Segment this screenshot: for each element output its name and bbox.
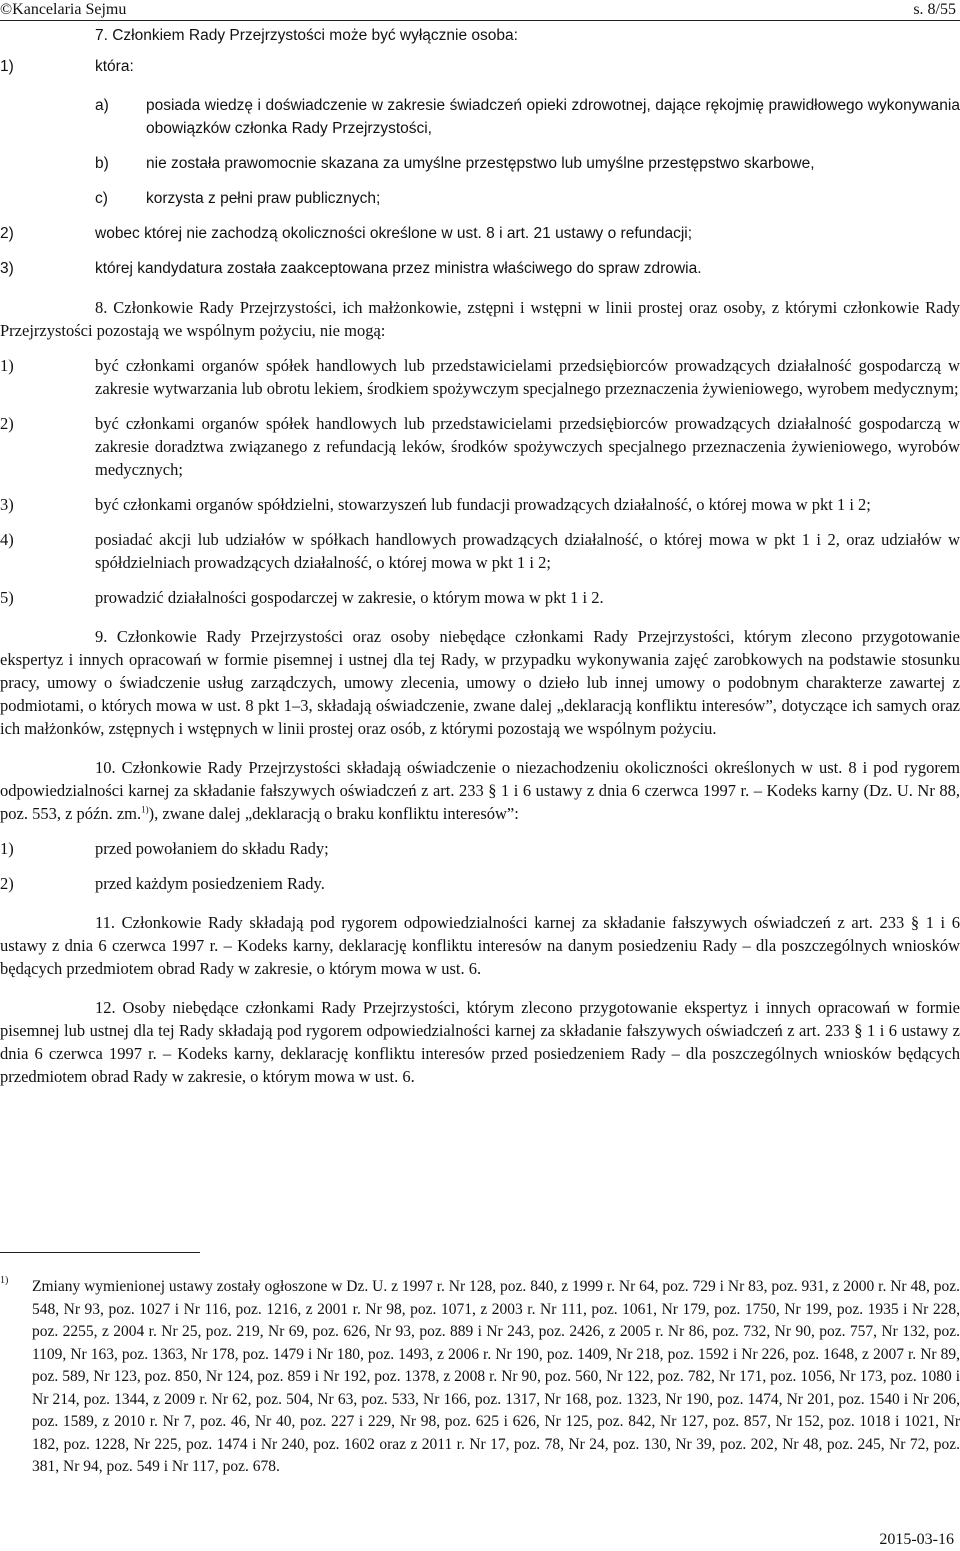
para-11: 11. Członkowie Rady składają pod rygorem odpowiedzialności karnej za składanie fałszywych oświadczeń z art. 233 § 1 i 6 ustawy z dnia 6 czerwca 1997 r. – Kodeks karny, deklarację konfliktu interesów na danym posiedzeniu Rady – dla poszczególnych wniosków będących przedmiotem obrad Rady w zakresie, o którym mowa w ust. 6. [0,913,960,978]
item-text: której kandydatura została zaakceptowana przez ministra właściwego do spraw zdrowia. [95,260,702,277]
footnote-reference: 1) [141,804,149,815]
item-number: 1) [0,58,14,75]
item-number: 2) [0,225,14,242]
item-text: wobec której nie zachodzą okoliczności określone w ust. 8 i art. 21 ustawy o refundacji; [95,225,693,242]
para-7-subitem-c [0,187,960,210]
para-8-item-3 [0,493,960,516]
item-text: posiadać akcji lub udziałów w spółkach handlowych prowadzących działalność, o której mowa w pkt 1 i 2, oraz udziałów w spółdzielniach prowadzących działalność, o której mowa w pkt 1 i 2; [95,530,960,572]
item-text: która: [95,58,134,75]
item-number: 4) [0,530,14,549]
item-number: 3) [0,260,14,277]
item-number: 3) [0,495,14,514]
para-10-text-b: ), zwane dalej „deklaracją o braku konfliktu interesów”: [148,804,519,823]
para-12: 12. Osoby niebędące członkami Rady Przejrzystości, którym zlecono przygotowanie ekspertyz i innych opracowań w formie pisemnej lub ustnej dla tej Rady składają pod rygorem odpowiedzialności karnej za składanie fałszywych oświadczeń z art. 233 § 1 i 6 ustawy z dnia 6 czerwca 1997 r. – Kodeks karny, deklarację konfliktu interesów przed posiedzeniem Rady – dla poszczególnych wniosków będących przedmiotem obrad Rady w zakresie, o którym mowa w ust. 6. [0,998,960,1086]
subitem-text: korzysta z pełni praw publicznych; [146,190,381,207]
para-10-intro [0,756,960,825]
document-body [0,24,960,1088]
page-header [0,0,960,21]
subitem-letter: c) [95,190,108,207]
para-7-item-3 [0,257,960,280]
para-7-intro: 7. Członkiem Rady Przejrzystości może być wyłącznie osoba: [95,27,518,44]
item-text: być członkami organów spółdzielni, stowarzyszeń lub fundacji prowadzących działalność, o której mowa w pkt 1 i 2; [95,495,871,514]
subitem-text: posiada wiedzę i doświadczenie w zakresie świadczeń opieki zdrowotnej, dające rękojmię prawidłowego wykonywania obowiązków członka Rady Przejrzystości, [146,97,960,137]
para-9: 9. Członkowie Rady Przejrzystości oraz osoby niebędące członkami Rady Przejrzystości, którym zlecono przygotowanie ekspertyz i innych opracowań w formie pisemnej i ustnej dla tej Rady, w przypadku wykonywania zajęć zarobkowych na podstawie stosunku pracy, umowy o świadczenie usług zarządczych, umowy zlecenia, umowy o dzieło lub innej umowy o podobnym charakterze zawartej z podmiotami, o których mowa w ust. 8 pkt 1–3, składają oświadczenie, zwane dalej „deklaracją konfliktu interesów”, dotyczące ich samych oraz ich małżonków, zstępnych i wstępnych w linii prostej oraz osób, z którymi pozostają we wspólnym pożyciu. [0,627,960,738]
para-8-item-4 [0,528,960,574]
item-number: 2) [0,874,14,893]
footnote [0,1276,960,1479]
para-10-text-a: 10. Członkowie Rady Przejrzystości składają oświadczenie o niezachodzeniu okoliczności określonych w ust. 8 i pod rygorem odpowiedzialności karnej za składanie fałszywych oświadczeń z art. 233 § 1 i 6 ustawy z dnia 6 czerwca 1997 r. – Kodeks karny (Dz. U. Nr 88, poz. 553, z późn. zm. [0,758,960,823]
item-text: być członkami organów spółek handlowych lub przedstawicielami przedsiębiorców prowadzących działalność gospodarczą w zakresie wytwarzania lub obrotu lekiem, środkiem spożywczym specjalnego przeznaczenia żywieniowego, wyrobem medycznym; [95,356,960,398]
para-7-subitem-a [0,94,960,140]
para-8-item-1 [0,354,960,400]
item-number: 5) [0,588,14,607]
item-text: być członkami organów spółek handlowych lub przedstawicielami przedsiębiorców prowadzących działalność gospodarczą w zakresie doradztwa związanego z refundacją leków, środków spożywczych specjalnego przeznaczenia żywieniowego, wyrobów medycznych; [95,414,960,479]
footnote-separator [0,1252,200,1253]
item-text: przed każdym posiedzeniem Rady. [95,874,325,893]
page-number: s. 8/55 [913,1,956,18]
para-7-subitem-b [0,152,960,175]
para-7-item-2 [0,222,960,245]
subitem-text: nie została prawomocnie skazana za umyślne przestępstwo lub umyślne przestępstwo skarbowe, [146,155,815,172]
footnote-mark: 1) [0,1275,9,1286]
item-text: przed powołaniem do składu Rady; [95,839,329,858]
para-8-item-5 [0,586,960,609]
para-10-item-2 [0,872,960,895]
para-10-item-1 [0,837,960,860]
para-8-item-2 [0,412,960,481]
subitem-letter: a) [95,97,109,114]
item-number: 1) [0,839,14,858]
item-text: prowadzić działalności gospodarczej w zakresie, o którym mowa w pkt 1 i 2. [95,588,604,607]
footnote-text: Zmiany wymienionej ustawy zostały ogłoszone w Dz. U. z 1997 r. Nr 128, poz. 840, z 1999 r. Nr 64, poz. 729 i Nr 83, poz. 931, z 2000 r. Nr 48, poz. 548, Nr 93, poz. 1027 i Nr 116, poz. 1216, z 2001 r. Nr 98, poz. 1071, z 2003 r. Nr 111, poz. 1061, Nr 179, poz. 1750, Nr 199, poz. 1935 i Nr 228, poz. 2255, z 2004 r. Nr 25, poz. 219, Nr 69, poz. 626, Nr 93, poz. 889 i Nr 243, poz. 2426, z 2005 r. Nr 86, poz. 732, Nr 90, poz. 757, Nr 132, poz. 1109, Nr 163, poz. 1363, Nr 178, poz. 1479 i Nr 180, poz. 1493, z 2006 r. Nr 190, poz. 1409, Nr 218, poz. 1592 i Nr 226, poz. 1648, z 2007 r. Nr 89, poz. 589, Nr 123, poz. 850, Nr 124, poz. 859 i Nr 192, poz. 1378, z 2008 r. Nr 90, poz. 560, Nr 122, poz. 782, Nr 171, poz. 1056, Nr 173, poz. 1080 i Nr 214, poz. 1344, z 2009 r. Nr 62, poz. 504, Nr 63, poz. 533, Nr 166, poz. 1317, Nr 168, poz. 1323, Nr 190, poz. 1474, Nr 201, poz. 1540 i Nr 206, poz. 1589, z 2010 r. Nr 7, poz. 46, Nr 40, poz. 227 i 229, Nr 98, poz. 625 i 626, Nr 125, poz. 842, Nr 127, poz. 857, Nr 152, poz. 1018 i 1021, Nr 182, poz. 1228, Nr 225, poz. 1474 i Nr 240, poz. 1602 oraz z 2011 r. Nr 17, poz. 78, Nr 24, poz. 130, Nr 39, poz. 202, Nr 48, poz. 245, Nr 72, poz. 381, Nr 94, poz. 549 i Nr 117, poz. 678. [32,1278,960,1475]
subitem-letter: b) [95,155,109,172]
footer-date: 2015-03-16 [879,1531,954,1548]
item-number: 1) [0,356,14,375]
para-7-item-1 [0,55,960,78]
header-copyright: ©Kancelaria Sejmu [0,1,127,18]
item-number: 2) [0,414,14,433]
para-8-intro: 8. Członkowie Rady Przejrzystości, ich małżonkowie, zstępni i wstępni w linii prostej oraz osoby, z którymi członkowie Rady Przejrzystości pozostają we wspólnym pożyciu, nie mogą: [0,298,960,340]
